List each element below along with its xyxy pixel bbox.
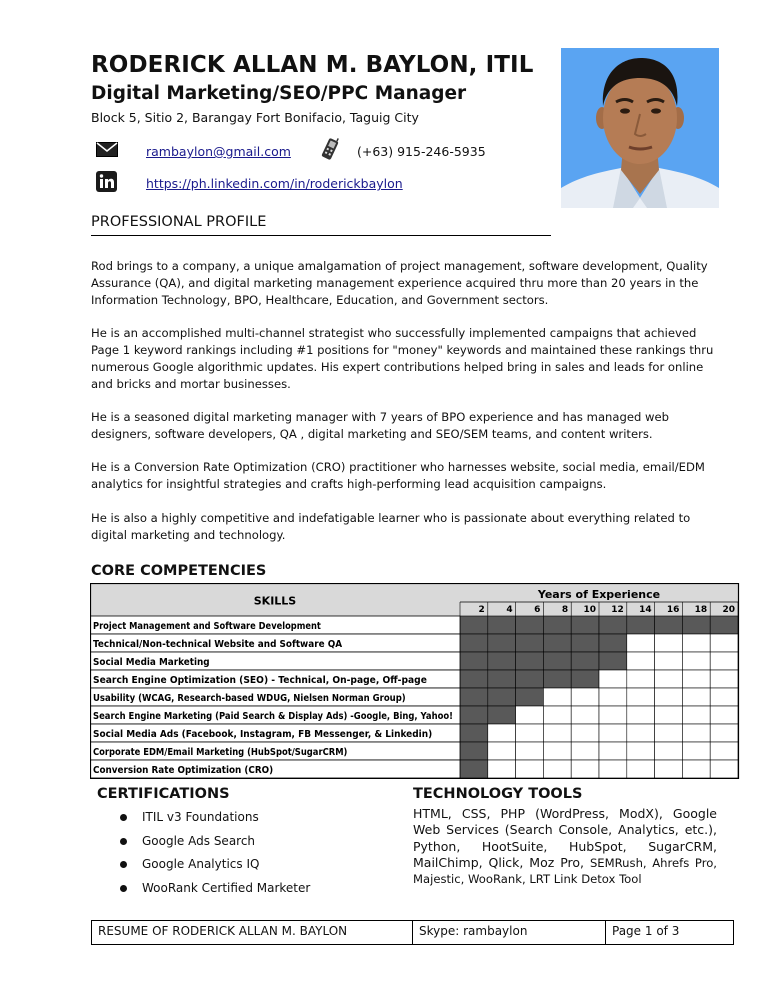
skill-label: Corporate EDM/Email Marketing (HubSpot/SugarCRM) bbox=[93, 747, 348, 758]
address: Block 5, Sitio 2, Barangay Fort Bonifacio, Taguig City bbox=[91, 110, 419, 125]
empty-cell bbox=[543, 688, 571, 706]
empty-cell bbox=[488, 760, 516, 778]
experience-bar-cell bbox=[599, 634, 627, 652]
year-tick-label: 12 bbox=[611, 605, 624, 615]
year-tick-label: 4 bbox=[506, 605, 513, 615]
empty-cell bbox=[543, 760, 571, 778]
empty-cell bbox=[627, 670, 655, 688]
empty-cell bbox=[710, 706, 738, 724]
experience-bar-cell bbox=[516, 670, 544, 688]
bullet-icon bbox=[120, 861, 127, 868]
empty-cell bbox=[682, 706, 710, 724]
profile-paragraph-4: He is a Conversion Rate Optimization (CRO) practitioner who harnesses website, social media, email/EDM analytics for insightful strategies and crafts high-performing lead acquisition campaigns. bbox=[91, 460, 705, 491]
linkedin-link[interactable]: https://ph.linkedin.com/in/roderickbaylon bbox=[146, 176, 403, 191]
list-item bbox=[120, 834, 310, 858]
phone-icon bbox=[320, 136, 340, 166]
experience-bar-cell bbox=[460, 724, 488, 742]
bullet-icon bbox=[120, 814, 127, 821]
empty-cell bbox=[516, 724, 544, 742]
empty-cell bbox=[599, 742, 627, 760]
footer-resume-label: RESUME OF RODERICK ALLAN M. BAYLON bbox=[92, 921, 413, 944]
certifications-heading: CERTIFICATIONS bbox=[97, 786, 230, 802]
empty-cell bbox=[571, 724, 599, 742]
empty-cell bbox=[516, 742, 544, 760]
experience-bar-cell bbox=[571, 670, 599, 688]
empty-cell bbox=[655, 724, 683, 742]
experience-bar-cell bbox=[488, 706, 516, 724]
empty-cell bbox=[682, 760, 710, 778]
empty-cell bbox=[710, 652, 738, 670]
empty-cell bbox=[655, 688, 683, 706]
footer-page-number: Page 1 of 3 bbox=[612, 924, 680, 938]
bullet-icon bbox=[120, 838, 127, 845]
experience-bar-cell bbox=[460, 706, 488, 724]
empty-cell bbox=[543, 706, 571, 724]
certifications-list bbox=[120, 810, 310, 904]
empty-cell bbox=[710, 742, 738, 760]
profile-paragraph-1: Rod brings to a company, a unique amalgamation of project management, software development, Quality Assurance (QA), and digital marketing management experience acquired thru more than 20 years in the Information Technology, BPO, Healthcare, Education, and Government sectors. bbox=[91, 259, 708, 307]
experience-bar-cell bbox=[571, 652, 599, 670]
email-link[interactable]: rambaylon@gmail.com bbox=[146, 144, 291, 159]
phone-number: (+63) 915-246-5935 bbox=[357, 144, 486, 159]
years-header: Years of Experience bbox=[537, 588, 661, 601]
empty-cell bbox=[682, 652, 710, 670]
linkedin-icon bbox=[96, 171, 117, 196]
technology-main: HTML, CSS, PHP (WordPress, ModX), Google Web Services (Search Console, Analytics, etc.), Python, HootSuite, HubSpot, SugarCRM, MailChimp, Qlick, Moz Pro, bbox=[413, 806, 717, 870]
profile-paragraph-5: He is also a highly competitive and indefatigable learner who is passionate about everything related to digital marketing and technology. bbox=[91, 511, 691, 542]
empty-cell bbox=[627, 760, 655, 778]
year-tick-label: 16 bbox=[666, 605, 680, 615]
experience-bar-cell bbox=[488, 616, 516, 634]
experience-bar-cell bbox=[460, 760, 488, 778]
list-item bbox=[120, 857, 310, 881]
empty-cell bbox=[571, 706, 599, 724]
empty-cell bbox=[627, 706, 655, 724]
year-tick-label: 10 bbox=[583, 605, 596, 615]
skills-table bbox=[90, 583, 739, 783]
empty-cell bbox=[627, 688, 655, 706]
experience-bar-cell bbox=[460, 652, 488, 670]
experience-bar-cell bbox=[516, 634, 544, 652]
empty-cell bbox=[516, 760, 544, 778]
experience-bar-cell bbox=[460, 616, 488, 634]
empty-cell bbox=[627, 634, 655, 652]
empty-cell bbox=[627, 652, 655, 670]
empty-cell bbox=[627, 742, 655, 760]
empty-cell bbox=[488, 724, 516, 742]
empty-cell bbox=[710, 724, 738, 742]
experience-bar-cell bbox=[543, 652, 571, 670]
empty-cell bbox=[599, 688, 627, 706]
experience-bar-cell bbox=[710, 616, 738, 634]
empty-cell bbox=[571, 760, 599, 778]
experience-bar-cell bbox=[516, 616, 544, 634]
year-tick-label: 2 bbox=[478, 605, 485, 615]
empty-cell bbox=[682, 634, 710, 652]
year-tick-label: 18 bbox=[694, 605, 708, 615]
experience-bar-cell bbox=[543, 670, 571, 688]
year-tick-label: 20 bbox=[722, 605, 735, 615]
empty-cell bbox=[571, 742, 599, 760]
experience-bar-cell bbox=[460, 742, 488, 760]
empty-cell bbox=[655, 670, 683, 688]
technology-secondary: SEMRush, Ahrefs Pro, Majestic, WooRank, LRT Link Detox Tool bbox=[413, 855, 717, 887]
skill-label: Social Media Ads (Facebook, Instagram, FB Messenger, & Linkedin) bbox=[93, 729, 433, 740]
skills-header: SKILLS bbox=[253, 594, 297, 608]
competencies-heading: CORE COMPETENCIES bbox=[91, 563, 267, 579]
profile-heading: PROFESSIONAL PROFILE bbox=[91, 214, 267, 230]
section-divider bbox=[91, 235, 551, 236]
experience-bar-cell bbox=[460, 670, 488, 688]
skill-label: Usability (WCAG, Research-based WDUG, Nielsen Norman Group) bbox=[93, 693, 406, 704]
empty-cell bbox=[543, 742, 571, 760]
empty-cell bbox=[655, 742, 683, 760]
experience-bar-cell bbox=[599, 652, 627, 670]
year-tick-label: 8 bbox=[561, 605, 569, 615]
skills-chart bbox=[90, 583, 740, 779]
empty-cell bbox=[599, 706, 627, 724]
footer-skype: Skype: rambaylon bbox=[413, 921, 606, 944]
experience-bar-cell bbox=[488, 670, 516, 688]
profile-paragraph-2: He is an accomplished multi-channel strategist who successfully implemented campaigns that achieved Page 1 keyword rankings including #1 positions for "money" keywords and maintained these rankings thru numerous Google algorithmic updates. His expert contributions helped bring in sales and leads for online and bricks and mortar businesses. bbox=[91, 326, 714, 391]
empty-cell bbox=[655, 634, 683, 652]
page-footer bbox=[91, 920, 734, 945]
experience-bar-cell bbox=[516, 652, 544, 670]
list-item bbox=[120, 810, 310, 834]
experience-bar-cell bbox=[460, 634, 488, 652]
experience-bar-cell bbox=[543, 634, 571, 652]
skill-label: Social Media Marketing bbox=[93, 657, 210, 668]
skill-label: Conversion Rate Optimization (CRO) bbox=[93, 765, 274, 776]
certification-label: WooRank Certified Marketer bbox=[142, 880, 311, 895]
empty-cell bbox=[682, 688, 710, 706]
skill-label: Project Management and Software Development bbox=[93, 621, 322, 632]
profile-photo bbox=[561, 48, 719, 208]
certification-label: Google Ads Search bbox=[142, 833, 256, 848]
empty-cell bbox=[710, 688, 738, 706]
technology-tools-text bbox=[413, 806, 717, 887]
technology-heading: TECHNOLOGY TOOLS bbox=[413, 786, 583, 802]
empty-cell bbox=[655, 760, 683, 778]
candidate-name: RODERICK ALLAN M. BAYLON, ITIL bbox=[91, 52, 534, 78]
experience-bar-cell bbox=[516, 688, 544, 706]
empty-cell bbox=[488, 742, 516, 760]
empty-cell bbox=[710, 760, 738, 778]
job-title: Digital Marketing/SEO/PPC Manager bbox=[91, 83, 467, 104]
empty-cell bbox=[571, 688, 599, 706]
experience-bar-cell bbox=[460, 688, 488, 706]
experience-bar-cell bbox=[682, 616, 710, 634]
empty-cell bbox=[682, 742, 710, 760]
experience-bar-cell bbox=[627, 616, 655, 634]
experience-bar-cell bbox=[543, 616, 571, 634]
skill-label: Search Engine Marketing (Paid Search & Display Ads) -Google, Bing, Yahoo! bbox=[93, 711, 453, 722]
year-tick-label: 14 bbox=[639, 605, 652, 615]
empty-cell bbox=[627, 724, 655, 742]
empty-cell bbox=[543, 724, 571, 742]
empty-cell bbox=[516, 706, 544, 724]
list-item bbox=[120, 881, 310, 905]
experience-bar-cell bbox=[488, 688, 516, 706]
skill-label: Search Engine Optimization (SEO) - Technical, On-page, Off-page bbox=[93, 675, 428, 686]
empty-cell bbox=[710, 634, 738, 652]
year-tick-label: 6 bbox=[534, 605, 541, 615]
experience-bar-cell bbox=[571, 616, 599, 634]
empty-cell bbox=[655, 706, 683, 724]
empty-cell bbox=[599, 670, 627, 688]
experience-bar-cell bbox=[599, 616, 627, 634]
experience-bar-cell bbox=[488, 634, 516, 652]
empty-cell bbox=[682, 670, 710, 688]
experience-bar-cell bbox=[488, 652, 516, 670]
empty-cell bbox=[682, 724, 710, 742]
empty-cell bbox=[599, 724, 627, 742]
envelope-icon bbox=[96, 142, 118, 161]
experience-bar-cell bbox=[655, 616, 683, 634]
experience-bar-cell bbox=[571, 634, 599, 652]
empty-cell bbox=[710, 670, 738, 688]
skill-label: Technical/Non-technical Website and Software QA bbox=[93, 639, 343, 650]
empty-cell bbox=[655, 652, 683, 670]
bullet-icon bbox=[120, 885, 127, 892]
empty-cell bbox=[599, 760, 627, 778]
profile-paragraph-3: He is a seasoned digital marketing manager with 7 years of BPO experience and has managed web designers, software developers, QA , digital marketing and SEO/SEM teams, and content writers. bbox=[91, 410, 670, 441]
certification-label: Google Analytics IQ bbox=[142, 857, 260, 871]
certification-label: ITIL v3 Foundations bbox=[142, 810, 259, 824]
